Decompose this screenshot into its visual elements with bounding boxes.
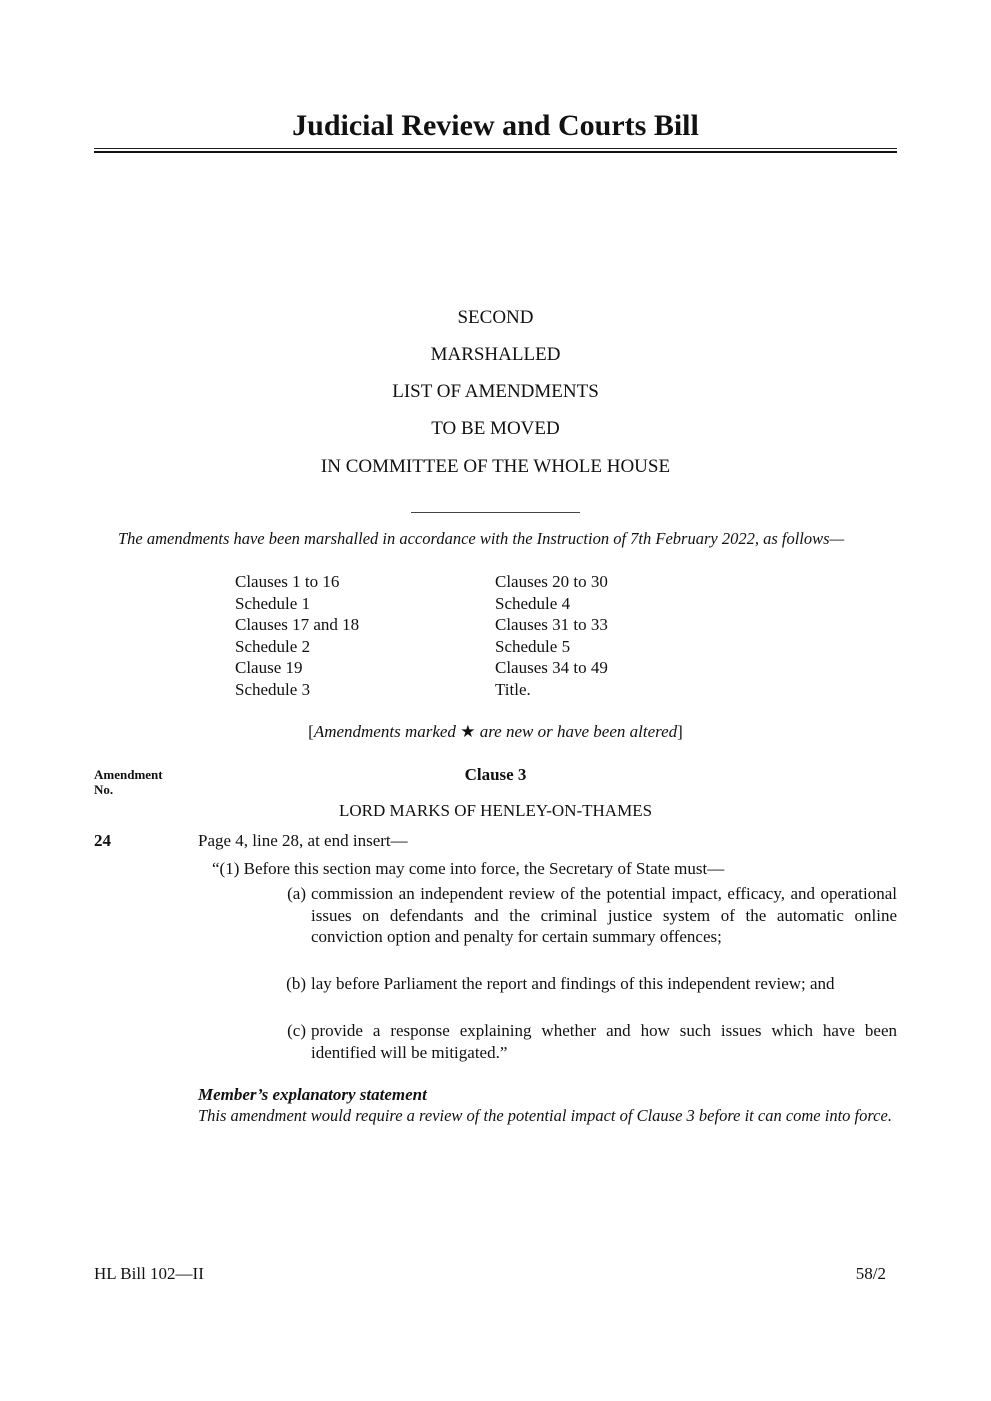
amendments-note (94, 721, 897, 743)
order-column-left (235, 571, 359, 701)
title-rule-thin (94, 148, 897, 149)
bracket-open: [ (308, 722, 314, 741)
order-item: Clauses 1 to 16 (235, 572, 340, 591)
paragraph-text: commission an independent review of the potential impact, efficacy, and operational issues on defendants and the criminal justice system of the automatic online conviction option and penalty for certain summary offences; (311, 884, 897, 947)
amendment-paragraph-b (272, 973, 897, 995)
order-item: Schedule 3 (235, 679, 311, 699)
paragraph-text: provide a response explaining whether and how such issues which have been identified will be mitigated.” (311, 1021, 897, 1062)
heading-line-1: SECOND (457, 307, 534, 328)
heading-line-2: MARSHALLED (430, 344, 561, 365)
clause-heading: Clause 3 (464, 765, 527, 784)
member-name: LORD MARKS OF HENLEY-ON-THAMES (338, 801, 653, 820)
order-item: Clause 19 (235, 658, 303, 678)
intro-paragraph (94, 528, 897, 549)
heading-line-3: LIST OF AMENDMENTS (392, 381, 599, 402)
explanatory-statement-body: This amendment would require a review of the potential impact of Clause 3 before it can come into force. (198, 1106, 892, 1125)
document-title: Judicial Review and Courts Bill (292, 109, 699, 142)
order-item: Schedule 2 (235, 636, 311, 656)
amendment-subsection: “(1) Before this section may come into force, the Secretary of State must— (212, 859, 725, 878)
title-rule-thick (94, 151, 897, 153)
note-post: are new or have been altered (475, 722, 678, 741)
order-item: Title. (495, 679, 531, 699)
order-item: Clauses 31 to 33 (495, 615, 608, 635)
order-item: Clauses 17 and 18 (235, 615, 360, 635)
amendment-number: 24 (94, 831, 111, 850)
order-column-right (495, 571, 608, 701)
order-item: Clauses 20 to 30 (495, 572, 608, 591)
order-item: Schedule 1 (235, 593, 311, 613)
order-item: Clauses 34 to 49 (495, 658, 608, 678)
star-icon: ★ (460, 722, 476, 741)
footer-bill-number: HL Bill 102—II (94, 1264, 204, 1283)
paragraph-text: lay before Parliament the report and findings of this independent review; and (311, 974, 835, 993)
paragraph-label: (c) (287, 1021, 306, 1040)
note-pre: Amendments marked (313, 722, 461, 741)
paragraph-label: (b) (286, 974, 306, 993)
heading-line-4: TO BE MOVED (431, 418, 560, 439)
amendment-no-label: Amendment No. (94, 767, 163, 797)
amendment-paragraph-a (272, 883, 897, 948)
footer-page-ref: 58/2 (855, 1264, 886, 1283)
order-item: Schedule 5 (495, 636, 571, 656)
intro-text: The amendments have been marshalled in accordance with the Instruction of 7th February 2022, as follows— (118, 529, 845, 548)
section-divider (411, 512, 580, 513)
amendment-instruction: Page 4, line 28, at end insert— (198, 831, 408, 850)
paragraph-label: (a) (287, 884, 306, 903)
order-item: Schedule 4 (495, 593, 571, 613)
heading-line-5: IN COMMITTEE OF THE WHOLE HOUSE (320, 456, 671, 477)
amendment-paragraph-c (272, 1020, 897, 1063)
bracket-close: ] (677, 722, 683, 741)
explanatory-statement-heading: Member’s explanatory statement (198, 1085, 427, 1104)
